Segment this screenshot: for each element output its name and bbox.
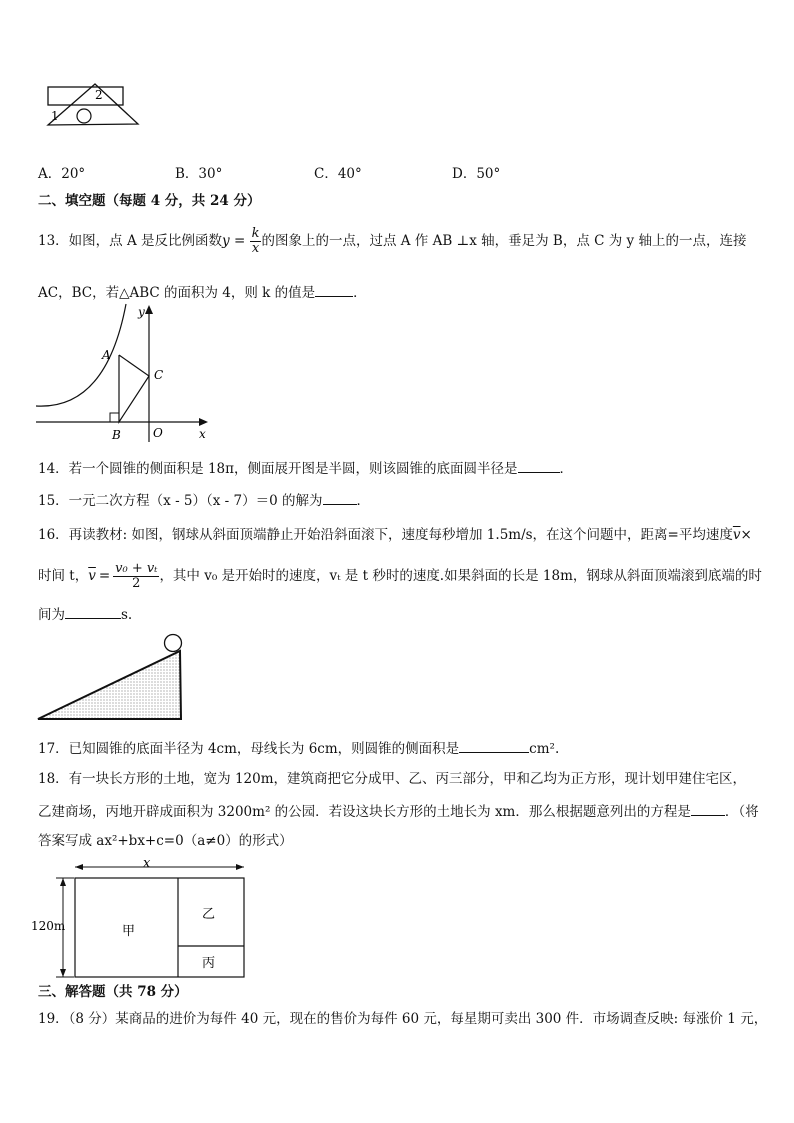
label-x: x xyxy=(199,427,206,441)
q18-line-2-end: ．（将 xyxy=(724,804,759,820)
q13-text-a: 13．如图，点 A 是反比例函数 xyxy=(38,233,223,249)
q16-frac-num: v₀ + vₜ xyxy=(115,560,158,576)
q15-answer-blank[interactable] xyxy=(323,490,357,505)
q16-line-2-text-a: 时间 t， xyxy=(38,568,89,584)
q18-line-2-text: 乙建商场，丙地开辟成面积为 3200m² 的公园．若设这块长方形的土地长为 xm．那么根据题意列出的方程是 xyxy=(38,804,691,820)
q18-line-1: 18．有一块长方形的土地，宽为 120m，建筑商把它分成甲、乙、丙三部分，甲和乙均为正方形，现计划甲建住宅区， xyxy=(38,771,747,787)
right-angle-mark xyxy=(110,413,119,422)
q13-fraction xyxy=(250,227,262,256)
label-c: C xyxy=(154,368,164,382)
q12-option-d: D．50° xyxy=(452,166,501,182)
q13-func-lhs: y xyxy=(222,233,230,249)
q16-answer-blank[interactable] xyxy=(65,604,121,619)
q13-figure xyxy=(36,302,216,444)
q13-text-b: 的图象上的一点，过点 A 作 AB ⊥x 轴，垂足为 B，点 C 为 y 轴上的一点，连接 xyxy=(261,233,747,249)
q15-line xyxy=(38,490,370,510)
section-2-heading: 二、填空题（每题 4 分，共 24 分） xyxy=(38,193,261,209)
q14-text: 14．若一个圆锥的侧面积是 18π，侧面展开图是半圆，则该圆锥的底面圆半径是 xyxy=(38,461,518,477)
land-outline xyxy=(75,878,244,977)
q14-line xyxy=(38,458,573,478)
region-bing: 丙 xyxy=(202,956,216,971)
q14-end: ． xyxy=(559,461,574,477)
q16-avg-v-symbol: $\overline{v}$ xyxy=(732,527,741,543)
q16-figure xyxy=(34,630,194,726)
q18-line-2 xyxy=(38,801,759,821)
q13-line-1: 13．如图，点 A 是反比例函数 y = $\frac{k}{x}$ 的图象上的一点，过点 A 作 AB ⊥x 轴，垂足为 B，点 C 为 y 轴上的一点，连接 xyxy=(38,225,747,256)
q13-answer-blank[interactable] xyxy=(315,282,353,297)
height-arrow-bottom xyxy=(60,969,66,977)
q16-line-1 xyxy=(38,526,752,544)
height-arrow-top xyxy=(60,878,66,886)
q16-frac-den: 2 xyxy=(132,575,141,591)
q13-frac-den: x xyxy=(251,240,260,256)
angle-label-1: 1 xyxy=(51,109,59,123)
q16-line-3 xyxy=(38,604,132,624)
q16-line-2 xyxy=(38,556,762,596)
q16-times-sign: × xyxy=(740,527,752,543)
q12-option-b: B．30° xyxy=(175,166,223,182)
x-axis-arrow xyxy=(199,418,208,426)
region-yi: 乙 xyxy=(202,907,216,922)
steel-ball xyxy=(165,635,182,652)
angle-label-2: 2 xyxy=(95,88,103,102)
hyperbola-curve xyxy=(36,304,126,406)
q17-answer-blank[interactable] xyxy=(459,738,529,753)
x-label: x xyxy=(143,856,151,871)
triangle-abc xyxy=(119,355,149,422)
q13-line-2-text: AC，BC，若△ABC 的面积为 4，则 k 的值是 xyxy=(38,285,316,301)
q12-option-c: C．40° xyxy=(314,166,362,182)
ruler-rectangle xyxy=(48,87,123,105)
label-o: O xyxy=(153,426,163,440)
q18-figure xyxy=(30,855,252,981)
section-3-heading: 三、解答题（共 78 分） xyxy=(38,984,188,1000)
q15-end: ． xyxy=(356,493,371,509)
q16-line-2-text-b: ，其中 v₀ 是开始时的速度，vₜ 是 t 秒时的速度.如果斜面的长是 18m，钢球从斜面顶端滚到底端的时 xyxy=(159,568,762,584)
q16-line-1-text: 16．再读教材: 如图，钢球从斜面顶端静止开始沿斜面滚下，速度每秒增加 1.5m/s，在这个问题中，距离=平均速度 xyxy=(38,527,733,543)
q12-option-a: A．20° xyxy=(38,166,86,182)
q12-figure xyxy=(40,80,150,140)
y-axis-arrow xyxy=(145,305,153,314)
label-y: y xyxy=(138,305,145,319)
q13-frac-num: k xyxy=(251,225,260,241)
q14-answer-blank[interactable] xyxy=(518,458,560,473)
x-arrow-right xyxy=(236,864,244,870)
q15-text: 15．一元二次方程（x - 5）（x - 7）＝0 的解为 xyxy=(38,493,323,509)
q17-unit: cm². xyxy=(529,741,560,757)
q13-line-2-end: ． xyxy=(353,285,367,301)
inclined-plane xyxy=(38,651,181,719)
q16-line-3-end: s. xyxy=(121,607,133,623)
q18-answer-blank[interactable] xyxy=(691,801,725,816)
q16-formula-eq: = xyxy=(98,568,111,584)
x-arrow-left xyxy=(75,864,83,870)
q17-line xyxy=(38,738,559,758)
triangle-hole xyxy=(77,109,91,123)
q18-line-3: 答案写成 ax²+bx+c=0（a≠0）的形式） xyxy=(38,833,293,849)
q16-formula-lhs: $\overline{v}$ xyxy=(88,568,96,584)
label-b: B xyxy=(112,428,121,442)
q19-line: 19．（8 分）某商品的进价为每件 40 元，现在的售价为每件 60 元，每星期可卖出 300 件．市场调查反映: 每涨价 1 元， xyxy=(38,1011,768,1027)
width-label: 120m xyxy=(31,919,66,933)
q16-fraction xyxy=(113,562,159,591)
label-a: A xyxy=(102,348,111,362)
q13-line-2 xyxy=(38,282,367,302)
q17-text: 17．已知圆锥的底面半径为 4cm，母线长为 6cm，则圆锥的侧面积是 xyxy=(38,741,460,757)
q16-line-3-text: 间为 xyxy=(38,607,65,623)
region-jia: 甲 xyxy=(122,924,136,939)
